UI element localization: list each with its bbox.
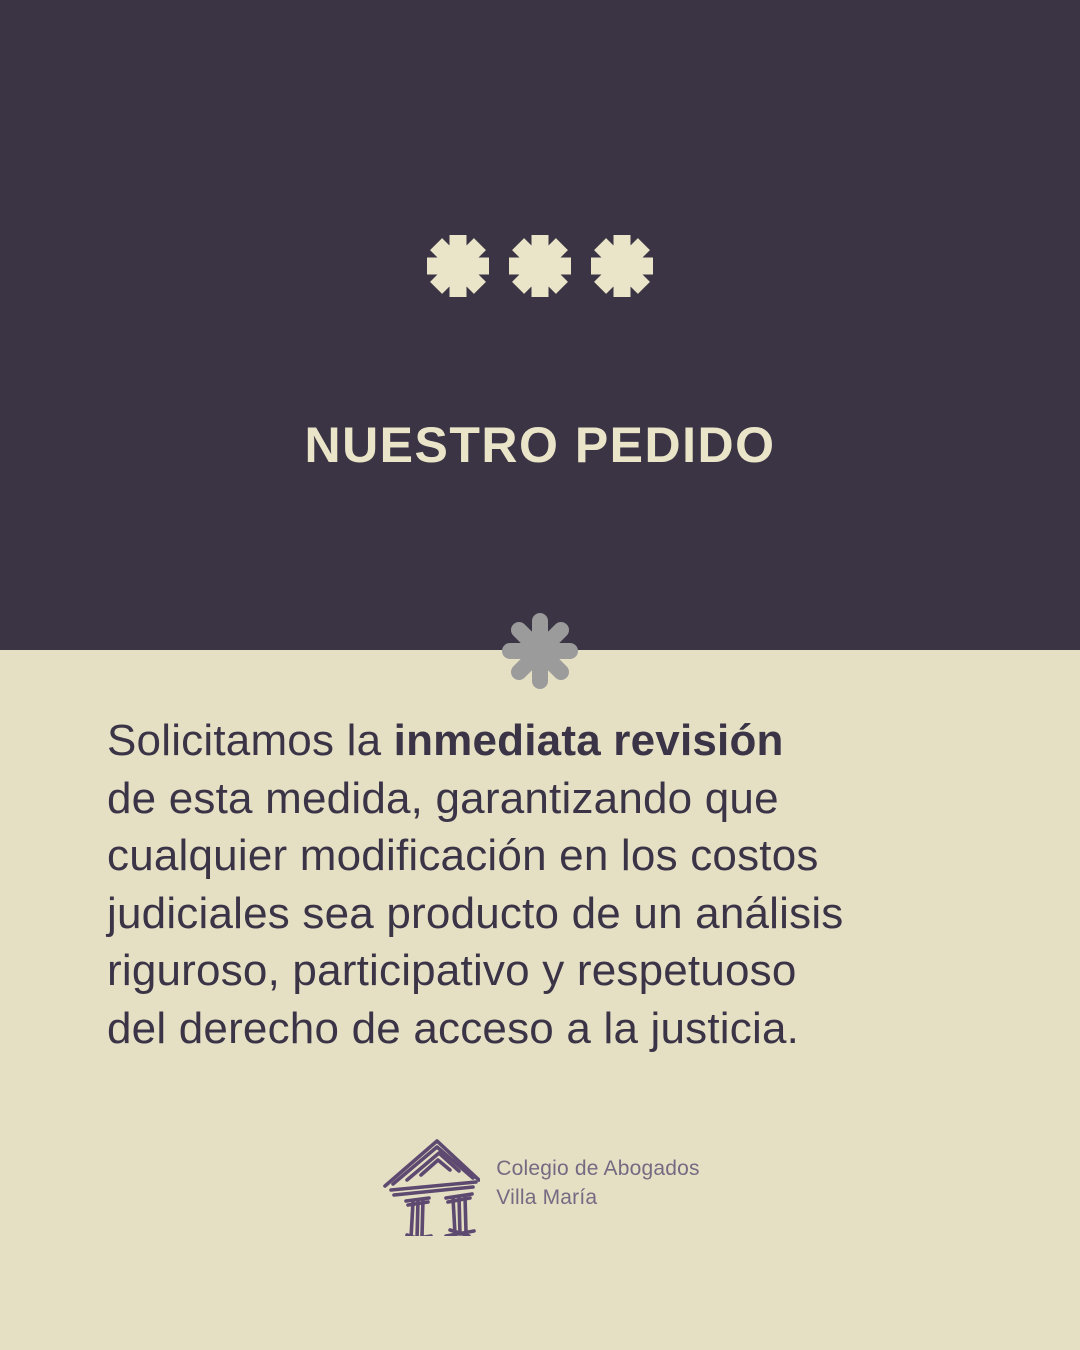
body-line1-bold: inmediata revisión [393, 716, 784, 765]
body-line: riguroso, participativo y respetuoso [107, 946, 797, 995]
asterisk-icon [507, 233, 573, 299]
org-name-line2: Villa María [496, 1186, 598, 1209]
body-line: judiciales sea producto de un análisis [107, 888, 844, 938]
page-title: NUESTRO PEDIDO [304, 417, 776, 473]
asterisk-icon [589, 233, 655, 299]
body-line1-prefix: Solicitamos la [107, 716, 394, 765]
body-line [107, 712, 1007, 770]
body-line: de esta medida, garantizando que [107, 773, 779, 823]
temple-columns-icon [380, 1132, 480, 1236]
header-section [0, 0, 1080, 650]
body-line: del derecho de acceso a la justicia. [107, 1003, 800, 1053]
org-name-line1: Colegio de Abogados [496, 1157, 700, 1180]
body-line: cualquier modificación en los costos [107, 831, 819, 880]
body-paragraph [107, 712, 1007, 1057]
org-name [496, 1154, 699, 1212]
footer-logo [0, 1132, 1080, 1236]
divider-asterisk-icon [500, 611, 580, 691]
asterisk-icon [425, 233, 491, 299]
decoration-asterisk-row [0, 233, 1080, 299]
